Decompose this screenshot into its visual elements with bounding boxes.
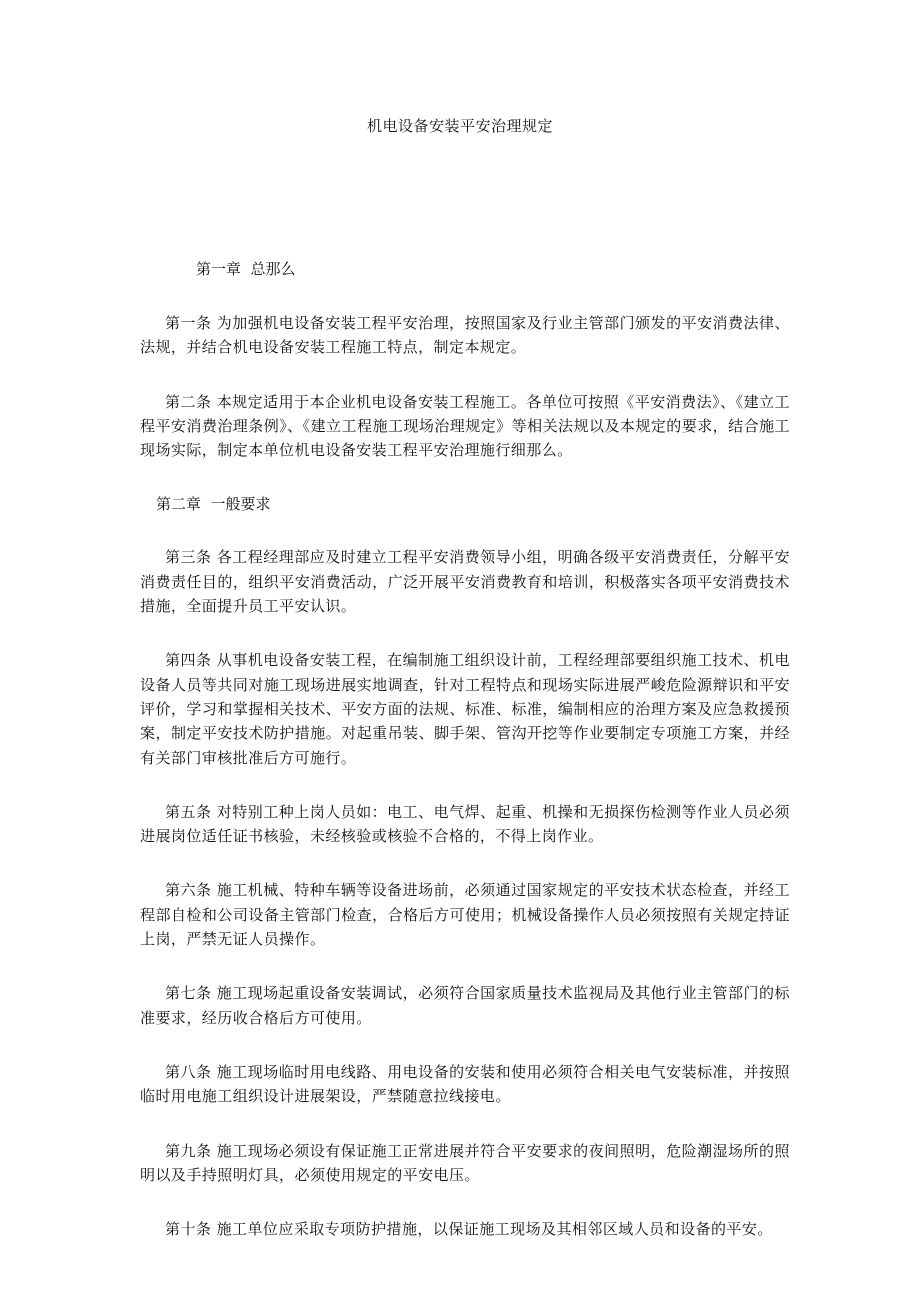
article-8: 第八条 施工现场临时用电线路、用电设备的安装和使用必须符合相关电气安装标准，并按照临时用电施工组织设计进展架设，严禁随意拉线接电。 [140,1062,790,1106]
article-9: 第九条 施工现场必须设有保证施工正常进展并符合平安要求的夜间照明，危险潮湿场所的照明以及手持照明灯具，必须使用规定的平安电压。 [140,1141,790,1184]
chapter-heading-1: 第一章 总那么 [196,260,296,278]
article-4: 第四条 从事机电设备安装工程，在编制施工组织设计前，工程经理部要组织施工技术、机电设备人员等共同对施工现场进展实地调查，针对工程特点和现场实际进展严峻危险源辩识和平安评价，学习和掌握相关技术、平安方面的法规、标准、标准，编制相应的治理方案及应急救援预案，制定平安技术防护措施。对起重吊装、脚手架、管沟开挖等作业要制定专项施工方案，并经有关部门审核批准后方可施行。 [140,651,790,767]
article-10: 第十条 施工单位应采取专项防护措施，以保证施工现场及其相邻区域人员和设备的平安。 [165,1220,773,1239]
document-title: 机电设备安装平安治理规定 [366,117,553,135]
article-3: 第三条 各工程经理部应及时建立工程平安消费领导小组，明确各级平安消费责任，分解平安消费责任目的，组织平安消费活动，广泛开展平安消费教育和培训，积极落实各项平安消费技术措施，全面提升员工平安认识。 [140,548,790,616]
article-6: 第六条 施工机械、特种车辆等设备进场前，必须通过国家规定的平安技术状态检查，并经工程部自检和公司设备主管部门检查，合格后方可使用；机械设备操作人员必须按照有关规定持证上岗，严禁无证人员操作。 [140,881,790,949]
document-body [140,257,790,1241]
article-2: 第二条 本规定适用于本企业机电设备安装工程施工。各单位可按照《平安消费法》、《建立工程平安消费治理条例》、《建立工程施工现场治理规定》等相关法规以及本规定的要求，结合施工现场实际，制定本单位机电设备安装工程平安治理施行细那么。 [140,392,790,460]
chapter-heading-2: 第二章 一般要求 [156,495,271,514]
article-5: 第五条 对特别工种上岗人员如：电工、电气焊、起重、机操和无损探伤检测等作业人员必须进展岗位适任证书核验，未经核验或核验不合格的，不得上岗作业。 [140,802,790,846]
article-1: 第一条 为加强机电设备安装工程平安治理，按照国家及行业主管部门颁发的平安消费法律、法规，并结合机电设备安装工程施工特点，制定本规定。 [140,314,790,357]
article-7: 第七条 施工现场起重设备安装调试，必须符合国家质量技术监视局及其他行业主管部门的标准要求，经历收合格后方可使用。 [140,984,790,1027]
